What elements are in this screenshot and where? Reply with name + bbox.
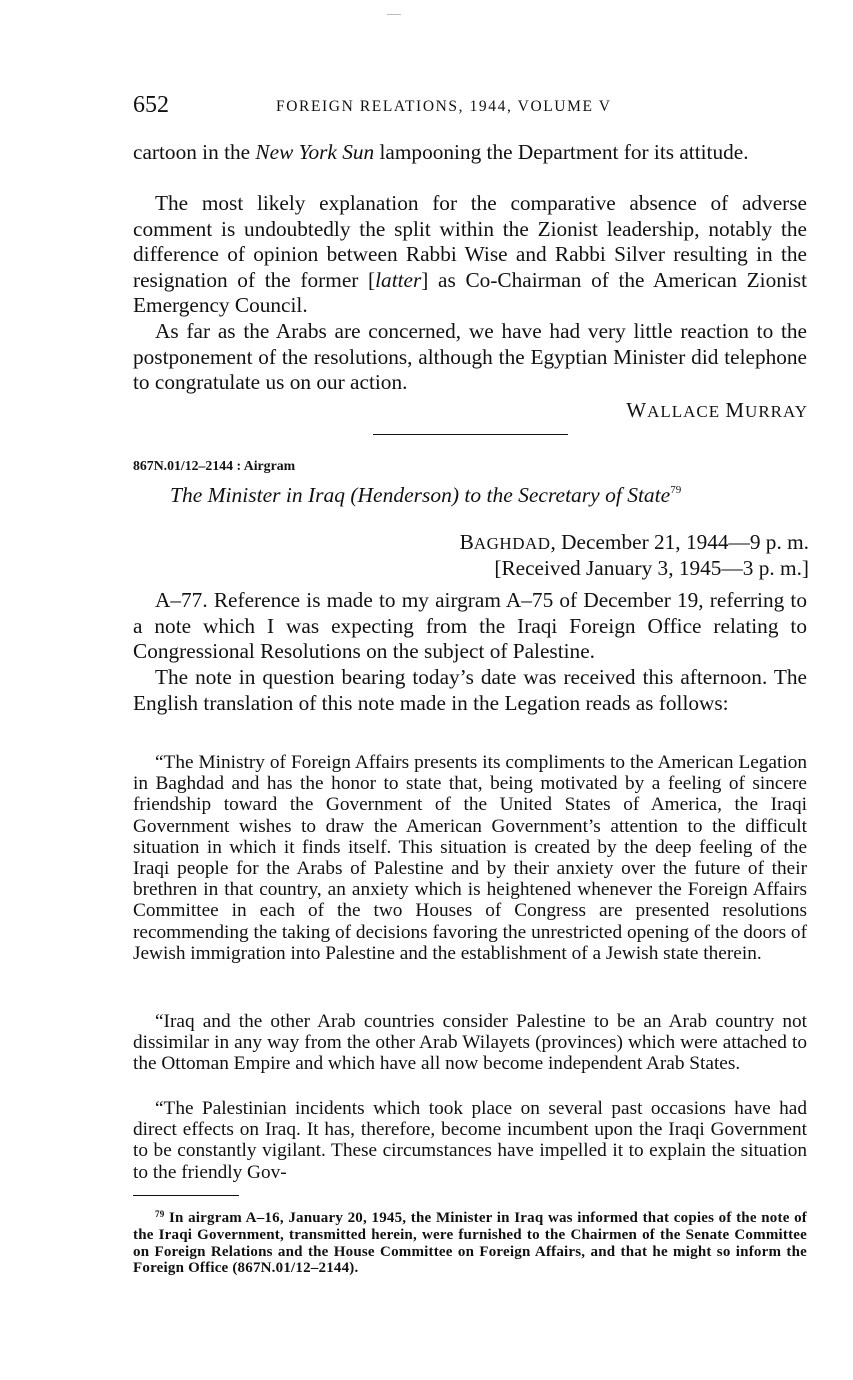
footnote: $^{79}$ In airgram A–16, January 20, 1945, the Minister in Iraq was informed that copies of the note of the Iraqi Government, transmitted herein, were furnished to the Chairmen of the Senate Committee on Foreign Relations and the House Committee on Foreign Affairs, and that he might so inform the Foreign Office (867N.01/12–2144). [133, 1209, 807, 1277]
paragraph-a77: A–77. Reference is made to my airgram A–75 of December 19, referring to a note which I was expecting from the Iraqi Foreign Office relating to Congressional Resolutions on the subject of Palestine. [133, 588, 807, 663]
quote-paragraph-1: “The Ministry of Foreign Affairs presents its compliments to the American Legation in Baghdad and has the honor to state that, being motivated by a feeling of sincere friendship toward the Government of the United States of America, the Iraqi Government wishes to draw the American Government’s attention to the difficult situation in which it finds itself. This situation is created by the deep feeling of the Iraqi people for the Arabs of Palestine and by their anxiety over the future of their brethren in that country, an anxiety which is heightened whenever the Foreign Affairs Committee in each of the two Houses of Congress are presented resolutions recommending the taking of decisions favoring the unrestricted opening of the doors of Jewish immigration into Palestine and the establishment of a Jewish state therein. [133, 752, 807, 964]
paragraph-arab-reaction: As far as the Arabs are concerned, we have had very little reaction to the postponement of the resolutions, although the Egyptian Minister did telephone to congratulate us on our action. [133, 319, 807, 394]
quote-paragraph-2: “Iraq and the other Arab countries consider Palestine to be an Arab country not dissimilar in any way from the other Arab Wilayets (provinces) which were attached to the Ottoman Empire and which have all now become independent Arab States. [133, 1011, 807, 1075]
received-line: [Received January 3, 1945—3 p. m.] [494, 556, 809, 580]
signature: WALLACE MURRAY [626, 398, 808, 422]
paragraph-note-received: The note in question bearing today’s date was received this afternoon. The English translation of this note made in the Legation reads as follows: [133, 665, 807, 715]
paragraph-zionist-split: The most likely explanation for the comparative absence of adverse comment is undoubtedly the split within the Zionist leadership, notably the difference of opinion between Rabbi Wise and Rabbi Silver resulting in the resignation of the former [latter] as Co-Chairman of the American Zionist Emergency Council. [133, 191, 807, 317]
document-title: The Minister in Iraq (Henderson) to the Secretary of State$^{79}$ [170, 483, 682, 507]
page-number: 652 [133, 92, 169, 118]
section-divider [373, 434, 568, 435]
footnote-rule [133, 1195, 239, 1196]
document-id: 867N.01/12–2144 : Airgram [133, 458, 296, 473]
top-mark [387, 14, 401, 15]
page-header [133, 92, 808, 122]
quote-paragraph-3: “The Palestinian incidents which took place on several past occasions have had direct effects on Iraq. It has, therefore, become incumbent upon the Iraqi Government to be constantly vigilant. These circumstances have impelled it to explain the situation to the friendly Gov- [133, 1098, 807, 1183]
running-head: FOREIGN RELATIONS, 1944, VOLUME V [276, 98, 612, 115]
footnote-ref: 79 [670, 484, 682, 496]
dateline: BAGHDAD, December 21, 1944—9 p. m. [459, 530, 809, 554]
paragraph-cartoon: cartoon in the New York Sun lampooning the Department for its attitude. [133, 140, 749, 164]
